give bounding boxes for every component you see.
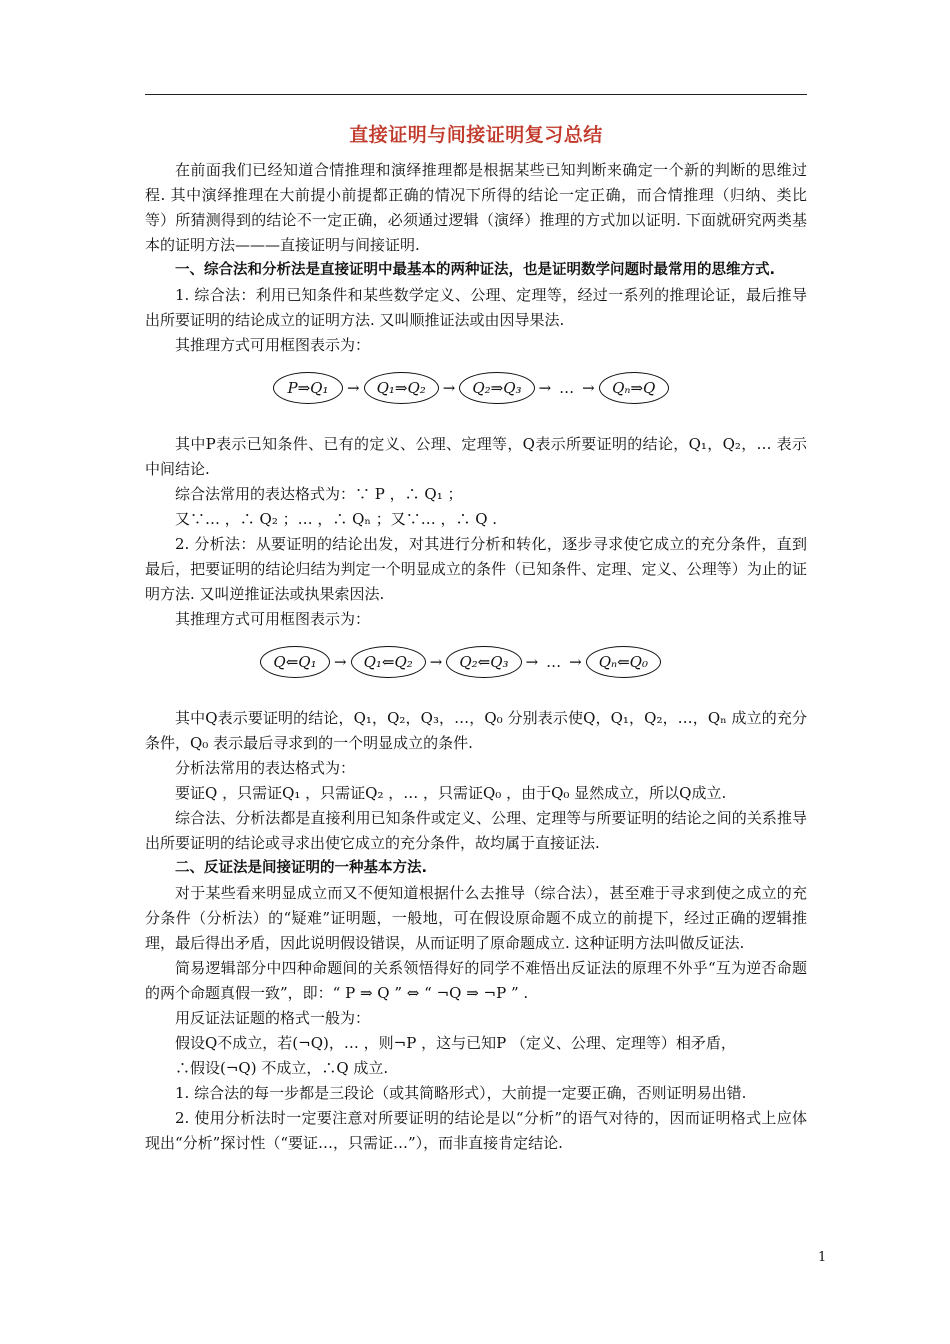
section2-paragraph-2: 简易逻辑部分中四种命题间的关系领悟得好的同学不难悟出反证法的原理不外乎“互为逆否命题的两个命题真假一致”，即：“ P ⇒ Q ” ⇔ “ ¬Q ⇒ ¬P ” . xyxy=(145,959,807,1002)
intro-paragraph: 在前面我们已经知道合情推理和演绎推理都是根据某些已知判断来确定一个新的判断的思维过程. 其中演绎推理在大前提小前提都正确的情况下所得的结论一定正确，而合情推理（归纳、类比等）所猜测得到的结论不一定正确，必须通过逻辑（演绎）推理的方式加以证明. 下面就研究两类基本的证明方法———直接证明与间接证明. xyxy=(145,161,807,254)
section2-paragraph-3: 用反证法证题的格式一般为： xyxy=(175,1009,371,1027)
section2-paragraph-1: 对于某些看来明显成立而又不便知道根据什么去推导（综合法），甚至难于寻求到使之成立的充分条件（分析法）的“疑难”证明题，一般地，可在假设原命题不成立的前提下，经过正确的逻辑推理，最后得出矛盾，因此说明假设错误，从而证明了原命题成立. 这种证明方法叫做反证法. xyxy=(145,884,807,952)
synthesis-definition: 1. 综合法：利用已知条件和某些数学定义、公理、定理等，经过一系列的推理论证，最后推导出所要证明的结论成立的证明方法. 又叫顺推证法或由因导果法. xyxy=(145,286,807,329)
flow1-node-1: P⇒Q₁ xyxy=(273,372,343,404)
flow2-node-1: Q⇐Q₁ xyxy=(260,646,330,678)
document-title: 直接证明与间接证明复习总结 xyxy=(349,124,603,146)
section2-heading: 二、反证法是间接证明的一种基本方法. xyxy=(175,860,428,876)
analysis-flow-diagram xyxy=(145,638,807,686)
section1-heading: 一、综合法和分析法是直接证明中最基本的两种证法，也是证明数学问题时最常用的思维方式. xyxy=(175,262,776,278)
synthesis-format-label: 综合法常用的表达格式为：∵ P ，∴ Q₁ ； xyxy=(175,485,463,503)
flow2-node-2: Q₁⇐Q₂ xyxy=(351,646,426,678)
flow-ellipsis: … xyxy=(559,379,575,397)
analysis-explanation: 其中Q表示要证明的结论，Q₁，Q₂，Q₃，…，Q₀ 分别表示使Q，Q₁，Q₂，…，Qₙ 成立的充分条件，Q₀ 表示最后寻求到的一个明显成立的条件. xyxy=(145,709,807,752)
header-rule xyxy=(145,94,807,95)
flow-ellipsis: … xyxy=(546,653,562,671)
flow-arrow: → xyxy=(347,379,360,397)
flow1-node-4: Qₙ⇒Q xyxy=(599,372,669,404)
flow2-node-4: Qₙ⇐Q₀ xyxy=(586,646,661,678)
analysis-definition: 2. 分析法：从要证明的结论出发，对其进行分析和转化，逐步寻求使它成立的充分条件，直到最后，把要证明的结论归结为判定一个明显成立的条件（已知条件、定理、定义、公理等）为止的证明方法. 又叫逆推证法或执果索因法. xyxy=(145,535,807,603)
analysis-format-line: 要证Q ，只需证Q₁ ，只需证Q₂ ，… ，只需证Q₀ ，由于Q₀ 显然成立，所以Q成立. xyxy=(175,784,727,802)
flow2-node-3: Q₂⇐Q₃ xyxy=(446,646,521,678)
note-1: 1. 综合法的每一步都是三段论（或其简略形式），大前提一定要正确，否则证明易出错. xyxy=(175,1084,747,1102)
synthesis-explanation: 其中P表示已知条件、已有的定义、公理、定理等，Q表示所要证明的结论，Q₁，Q₂，… 表示中间结论. xyxy=(145,435,807,478)
flow-arrow: → xyxy=(429,653,443,671)
flow-arrow: → xyxy=(525,653,539,671)
flow-arrow: → xyxy=(582,379,595,397)
flow-arrow: → xyxy=(442,379,456,397)
document-body xyxy=(145,118,807,1156)
synthesis-format-line: 又∵… ，∴ Q₂ ；… ，∴ Qₙ ；又∵… ，∴ Q . xyxy=(175,510,498,528)
section2-paragraph-5: ∴假设(¬Q) 不成立，∴Q 成立. xyxy=(175,1059,389,1077)
flow1-node-3: Q₂⇒Q₃ xyxy=(459,372,534,404)
synthesis-flow-diagram xyxy=(145,364,807,412)
section2-paragraph-4: 假设Q不成立，若(¬Q)，… ，则¬P ，这与已知P （定义、公理、定理等）相矛盾， xyxy=(175,1034,736,1052)
diagram-intro-2: 其推理方式可用框图表示为： xyxy=(175,610,371,628)
flow1-node-2: Q₁⇒Q₂ xyxy=(364,372,439,404)
section1-summary: 综合法、分析法都是直接利用已知条件或定义、公理、定理等与所要证明的结论之间的关系推导出所要证明的结论或寻求出使它成立的充分条件，故均属于直接证法. xyxy=(145,809,807,852)
diagram-intro-1: 其推理方式可用框图表示为： xyxy=(175,336,371,354)
flow-arrow: → xyxy=(538,379,552,397)
flow-arrow: → xyxy=(334,653,347,671)
note-2: 2. 使用分析法时一定要注意对所要证明的结论是以“分析”的语气对待的，因而证明格式上应体现出“分析”探讨性（“要证…，只需证…”），而非直接肯定结论. xyxy=(145,1109,807,1152)
page-number: 1 xyxy=(818,1250,827,1265)
flow-arrow: → xyxy=(569,653,582,671)
analysis-format-label: 分析法常用的表达格式为： xyxy=(175,759,356,777)
